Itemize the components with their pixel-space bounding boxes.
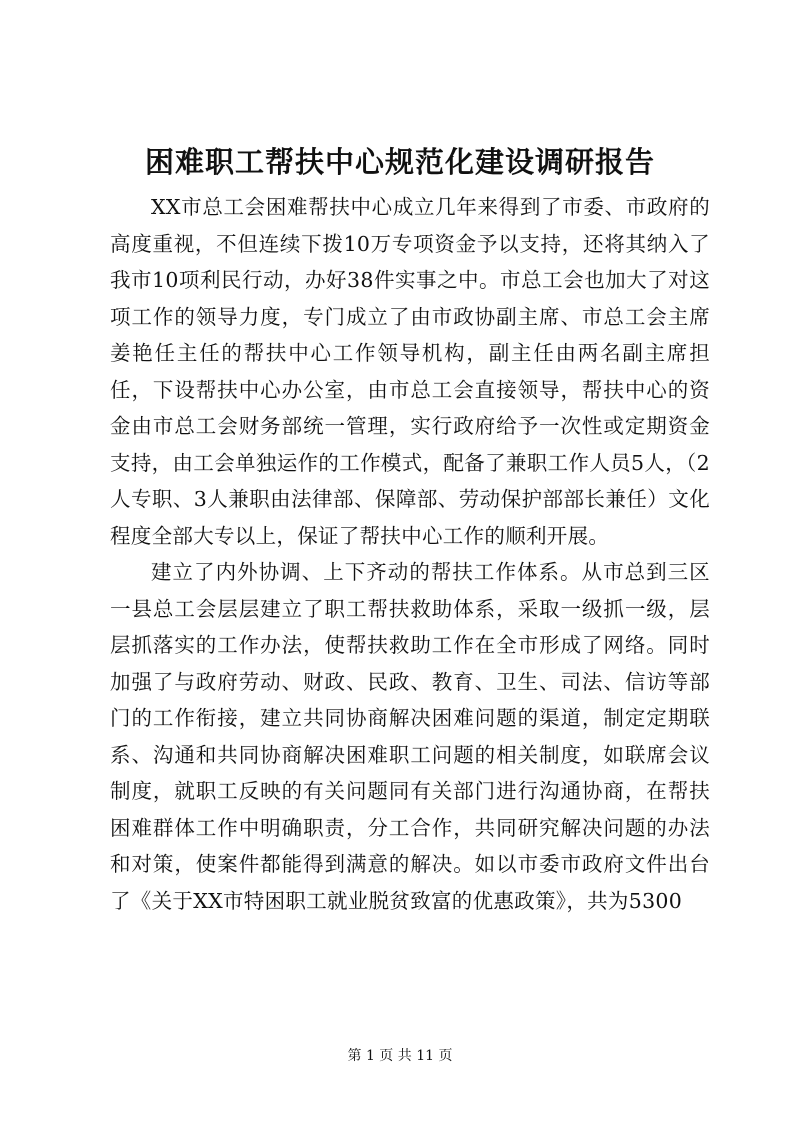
paragraph-1: XX市总工会困难帮扶中心成立几年来得到了市委、市政府的高度重视，不但连续下拨10万专项资金予以支持，还将其纳入了我市10项利民行动，办好38件实事之中。市总工会也加大了对这项工作的领导力度，专门成立了由市政协副主席、市总工会主席姜艳任主任的帮扶中心工作领导机构，副主任由两名副主席担任，下设帮扶中心办公室，由市总工会直接领导，帮扶中心的资金由市总工会财务部统一管理，实行政府给予一次性或定期资金支持，由工会单独运作的工作模式，配备了兼职工作人员5人，（2人专职、3人兼职由法律部、保障部、劳动保护部部长兼任）文化程度全部大专以上，保证了帮扶中心工作的顺利开展。 bbox=[110, 195, 710, 548]
document-body bbox=[110, 189, 710, 919]
page-footer: 第 1 页 共 11 页 bbox=[347, 1048, 453, 1064]
paragraph-2: 建立了内外协调、上下齐动的帮扶工作体系。从市总到三区一县总工会层层建立了职工帮扶救助体系，采取一级抓一级，层层抓落实的工作办法，使帮扶救助工作在全市形成了网络。同时加强了与政府劳动、财政、民政、教育、卫生、司法、信访等部门的工作衔接，建立共同协商解决困难问题的渠道，制定定期联系、沟通和共同协商解决困难职工问题的相关制度，如联席会议制度，就职工反映的有关问题同有关部门进行沟通协商，在帮扶困难群体工作中明确职责，分工合作，共同研究解决问题的办法和对策，使案件都能得到满意的解决。如以市委市政府文件出台了《关于XX市特困职工就业脱贫致富的优惠政策》，共为5300 bbox=[110, 560, 710, 913]
document-title: 困难职工帮扶中心规范化建设调研报告 bbox=[144, 145, 655, 179]
